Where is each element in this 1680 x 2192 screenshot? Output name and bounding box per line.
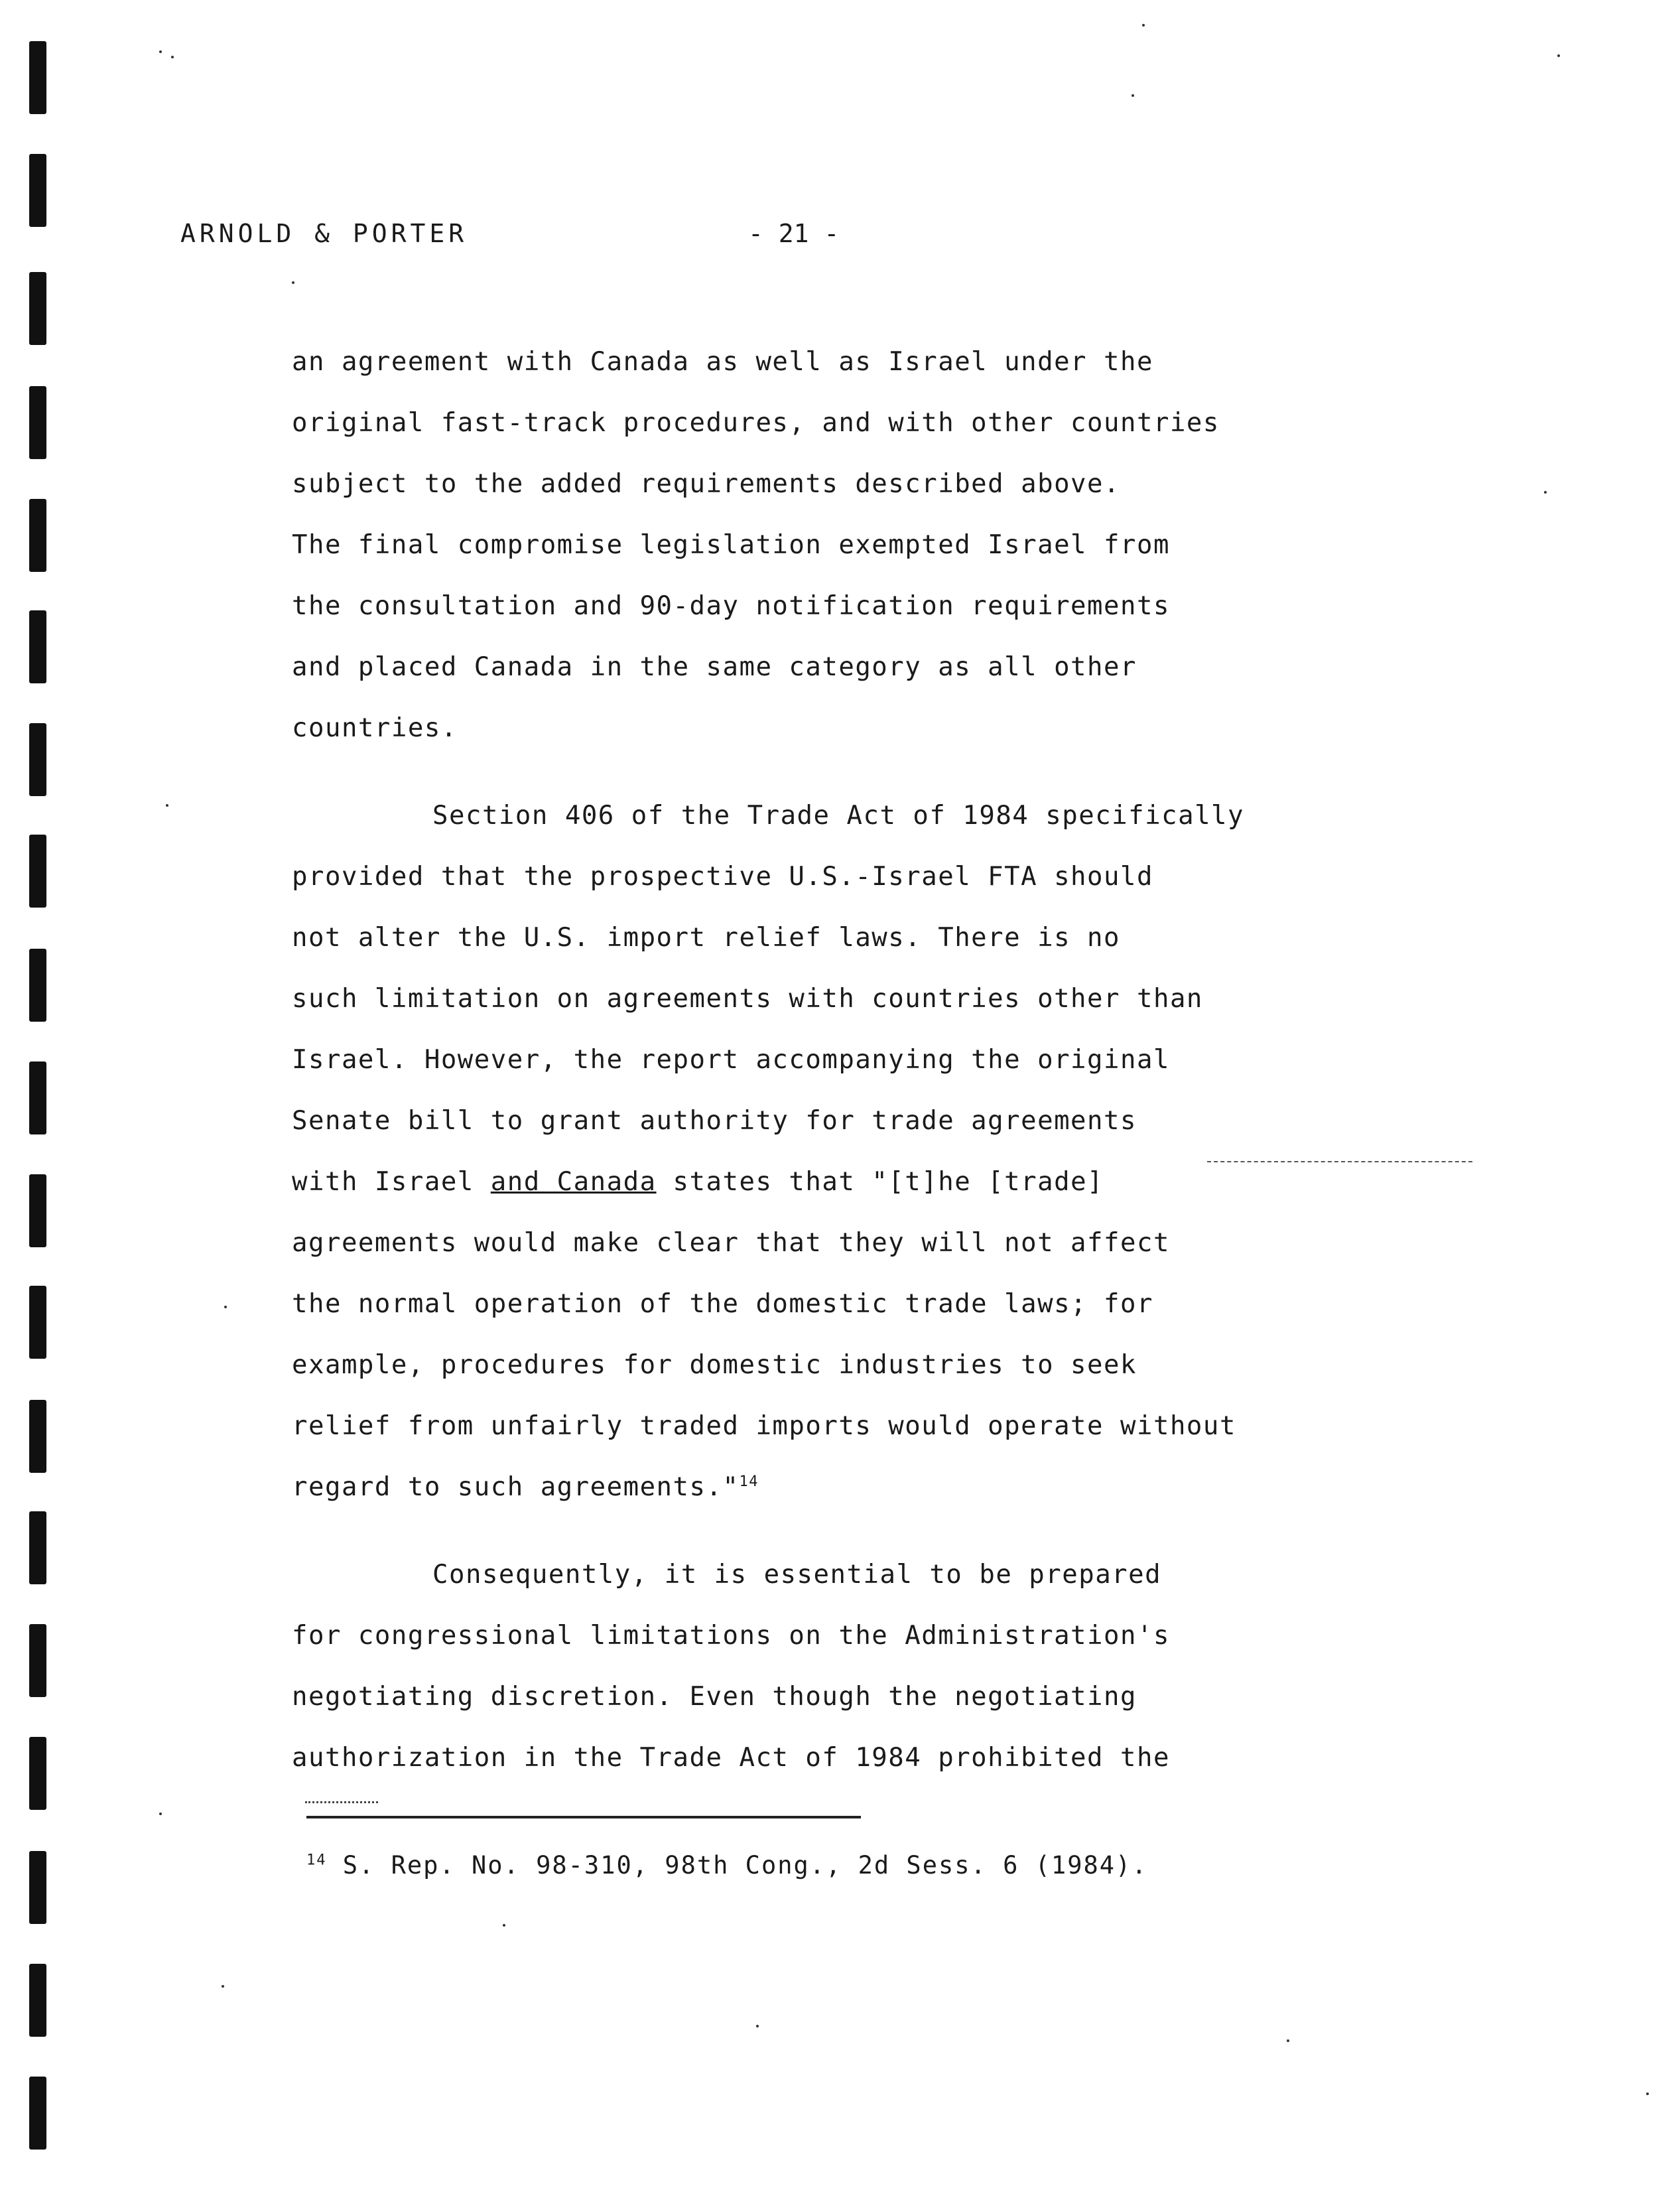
paragraph-consequently	[292, 1544, 1380, 1789]
text-line: provided that the prospective U.S.-Israel FTA should	[292, 862, 1153, 892]
binding-mark	[29, 949, 46, 1022]
text-line: Israel. However, the report accompanying the original	[292, 1045, 1170, 1075]
binding-mark	[29, 272, 46, 345]
scan-speck	[292, 281, 294, 284]
binding-mark	[29, 1964, 46, 2037]
text-line	[292, 1457, 1380, 1518]
footnote-separator	[306, 1816, 861, 1818]
binding-mark	[29, 1624, 46, 1697]
text-fragment: states that "[t]he [trade]	[656, 1167, 1104, 1197]
binding-mark	[29, 41, 46, 114]
text-line: agreements would make clear that they will not affect	[292, 1228, 1170, 1258]
binding-mark	[29, 2077, 46, 2150]
scan-speck	[1287, 2039, 1289, 2042]
underlined-text: and Canada	[490, 1167, 657, 1197]
scan-speck	[166, 804, 168, 807]
text-line: negotiating discretion. Even though the negotiating	[292, 1682, 1137, 1712]
scan-speck	[222, 1985, 224, 1988]
footnote	[306, 1851, 1148, 1880]
scan-speck	[224, 1306, 227, 1308]
scan-dots	[305, 1801, 378, 1805]
firm-name: ARNOLD & PORTER	[180, 219, 468, 248]
scan-speck	[159, 50, 162, 53]
binding-mark	[29, 154, 46, 227]
text-line: the consultation and 90-day notification requirements	[292, 591, 1170, 621]
text-line: Consequently, it is essential to be prepared	[432, 1560, 1162, 1590]
binding-mark	[29, 499, 46, 572]
scan-speck	[1557, 54, 1560, 57]
binding-mark	[29, 835, 46, 908]
scan-speck	[1646, 2092, 1649, 2095]
text-line: the normal operation of the domestic trade laws; for	[292, 1289, 1153, 1319]
scan-speck	[1131, 94, 1134, 97]
scan-speck	[1142, 24, 1145, 27]
text-line: Section 406 of the Trade Act of 1984 specifically	[432, 801, 1245, 831]
text-line: for congressional limitations on the Administration's	[292, 1621, 1170, 1651]
binding-mark	[29, 1400, 46, 1473]
text-line: subject to the added requirements described above.	[292, 469, 1120, 499]
binding-mark	[29, 723, 46, 796]
binding-mark	[29, 1851, 46, 1924]
text-line: not alter the U.S. import relief laws. There is no	[292, 923, 1120, 953]
text-line: an agreement with Canada as well as Israel under the	[292, 347, 1153, 377]
binding-mark	[29, 1174, 46, 1247]
text-line: authorization in the Trade Act of 1984 prohibited the	[292, 1743, 1170, 1773]
running-header	[180, 219, 877, 259]
binding-mark	[29, 610, 46, 683]
binding-mark	[29, 1511, 46, 1584]
scan-speck	[756, 2025, 759, 2027]
binding-mark	[29, 1062, 46, 1134]
binding-mark	[29, 386, 46, 459]
text-fragment: regard to such agreements."	[292, 1472, 740, 1502]
scan-speck	[171, 56, 174, 58]
text-line: such limitation on agreements with countries other than	[292, 984, 1203, 1014]
text-fragment: with Israel	[292, 1167, 491, 1197]
text-line: The final compromise legislation exempted Israel from	[292, 530, 1170, 560]
text-line: and placed Canada in the same category as all other	[292, 652, 1137, 682]
text-line: example, procedures for domestic industries to seek	[292, 1350, 1137, 1380]
paragraph-section-406	[292, 786, 1380, 1518]
scan-speck	[503, 1924, 505, 1927]
text-line: Senate bill to grant authority for trade agreements	[292, 1106, 1137, 1136]
paragraph-continuation	[292, 332, 1380, 759]
body-text	[292, 332, 1380, 1789]
text-line: original fast-track procedures, and with other countries	[292, 408, 1220, 438]
footnote-reference: 14	[739, 1473, 759, 1490]
footnote-marker: 14	[306, 1852, 327, 1869]
scan-speck	[1544, 491, 1547, 494]
text-line: relief from unfairly traded imports would operate without	[292, 1411, 1236, 1441]
binding-mark	[29, 1286, 46, 1359]
page-number: - 21 -	[748, 219, 840, 248]
footnote-text: S. Rep. No. 98-310, 98th Cong., 2d Sess. 6 (1984).	[342, 1851, 1148, 1880]
text-line: countries.	[292, 713, 458, 743]
scan-dash-marks	[1207, 1161, 1472, 1165]
binding-mark	[29, 1737, 46, 1810]
scan-speck	[159, 1813, 162, 1815]
